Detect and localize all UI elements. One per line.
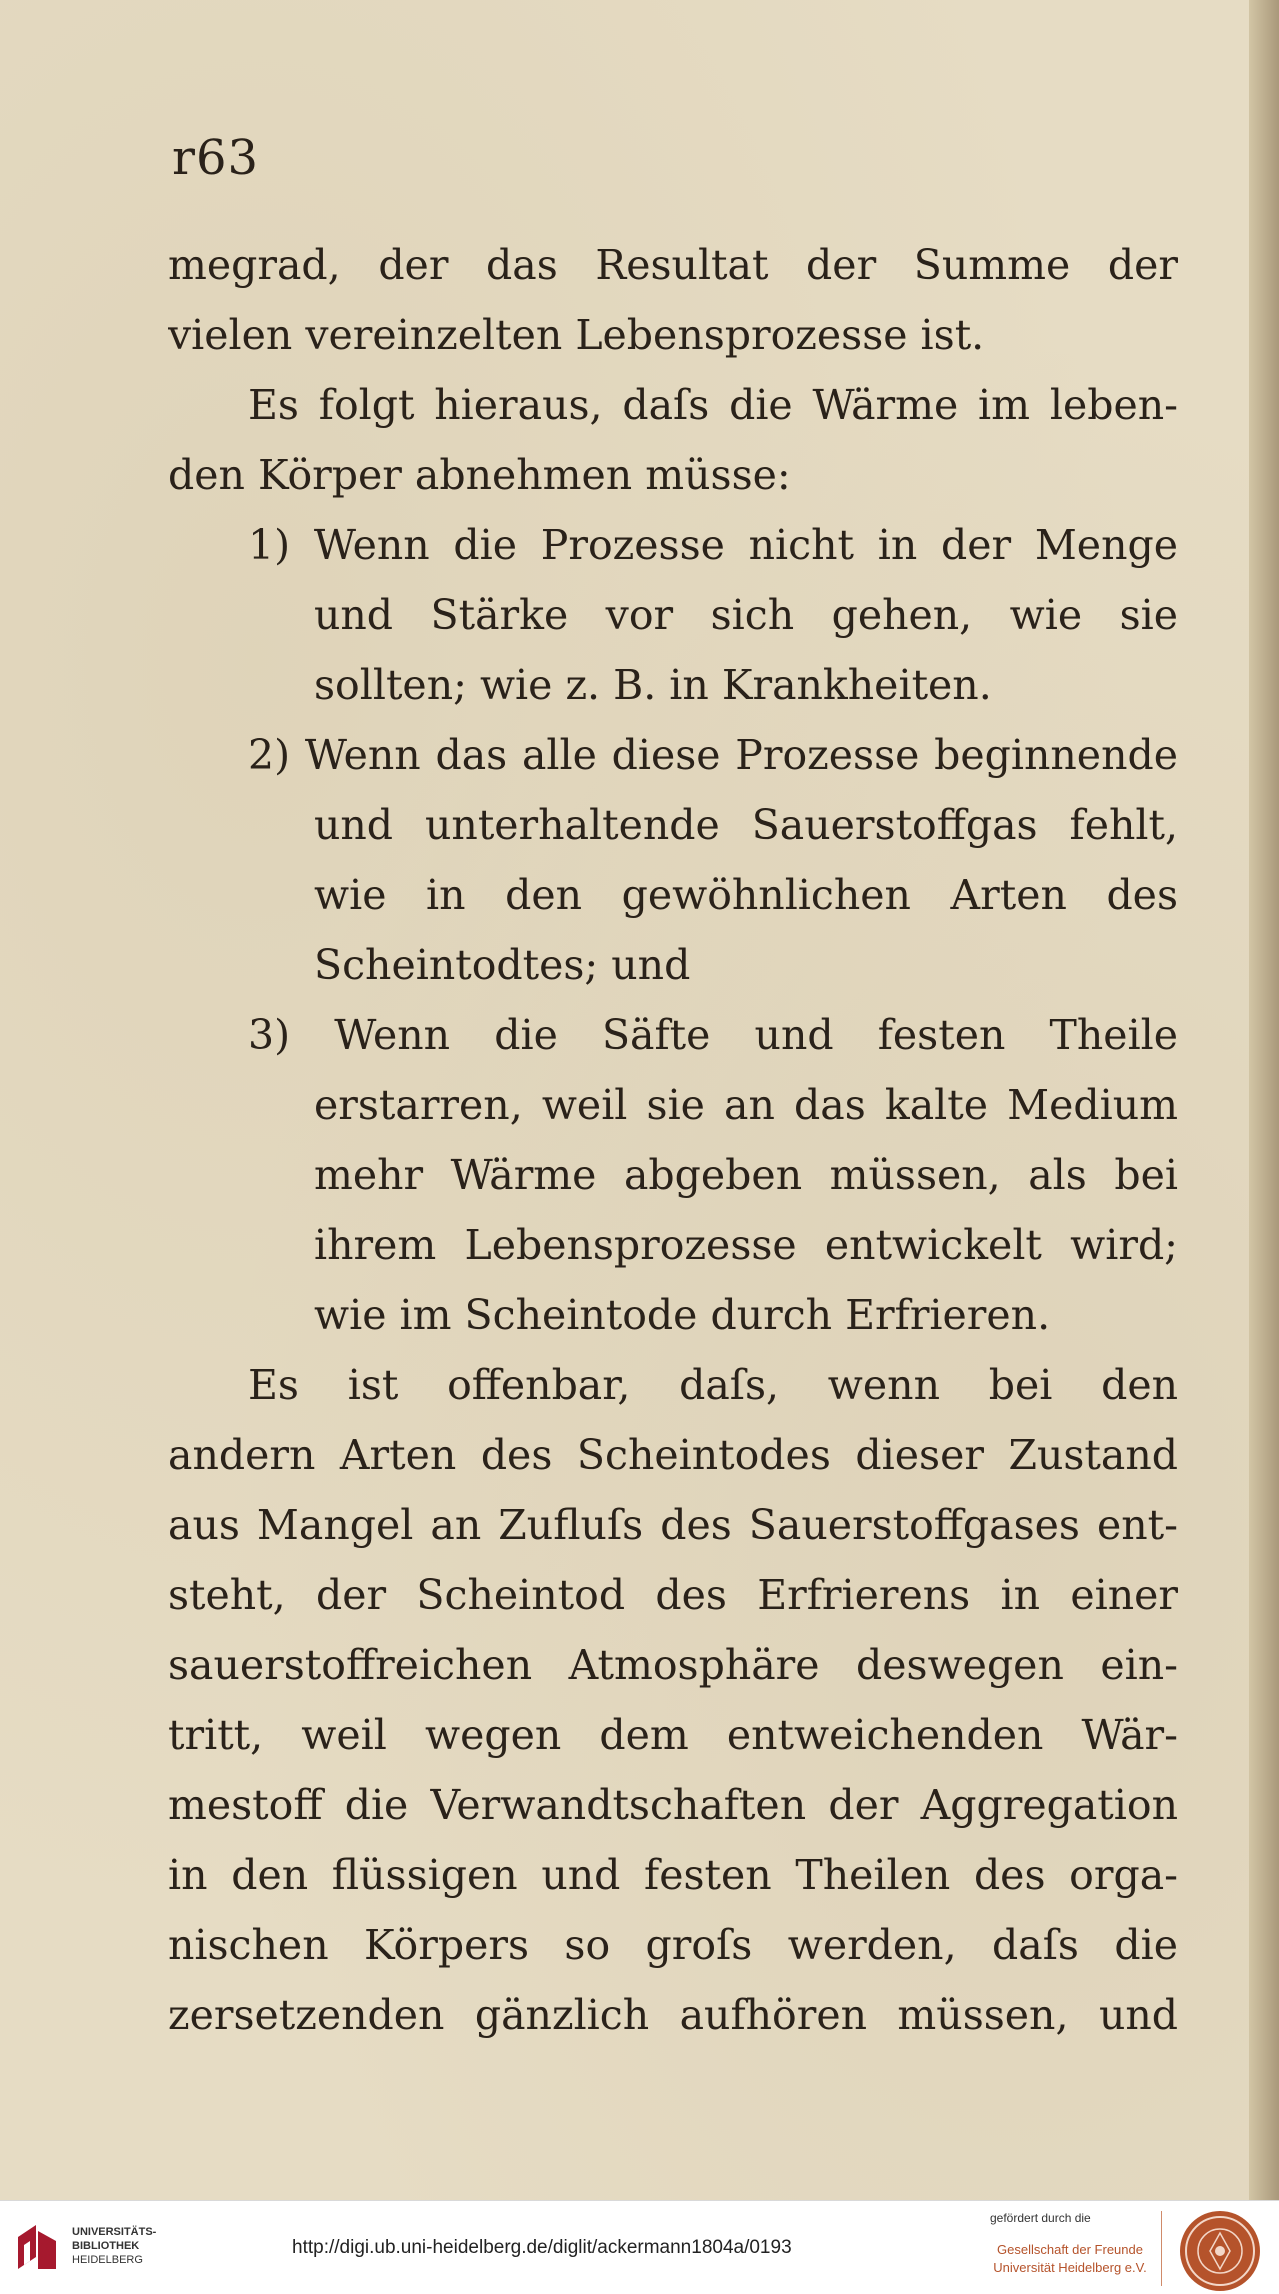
text-line: mehr Wärme abgeben müssen, als bei [314, 1151, 1178, 1199]
text-line: in den flüssigen und festen Theilen des orga- [168, 1851, 1178, 1899]
text-line: vielen vereinzelten Lebensprozesse ist. [168, 311, 985, 359]
text-line: 2) Wenn das alle diese Prozesse beginnende [248, 731, 1178, 779]
text-line: 1) Wenn die Prozesse nicht in der Menge [248, 521, 1178, 569]
text-line: den Körper abnehmen müsse: [168, 451, 791, 499]
text-line: 3) Wenn die Säfte und festen Theile [248, 1011, 1178, 1059]
sponsor-label: gefördert durch die [990, 2211, 1091, 2225]
text-line: sollten; wie z. B. in Krankheiten. [314, 661, 992, 709]
text-line: tritt, weil wegen dem entweichenden Wär- [168, 1711, 1178, 1759]
permalink[interactable]: http://digi.ub.uni-heidelberg.de/diglit/ackermann1804a/0193 [292, 2237, 792, 2258]
text-line: megrad, der das Resultat der Summe der [168, 241, 1178, 289]
viewer-footer [0, 2200, 1279, 2294]
text-line: Es ist offenbar, daſs, wenn bei den [248, 1361, 1178, 1409]
text-line: erstarren, weil sie an das kalte Medium [314, 1081, 1178, 1129]
text-line: zersetzenden gänzlich aufhören müssen, und [168, 1991, 1178, 2039]
text-line: ihrem Lebensprozesse entwickelt wird; [314, 1221, 1178, 1269]
university-seal-icon [1178, 2209, 1262, 2293]
ub-heidelberg-logo-icon[interactable] [14, 2221, 60, 2273]
page-edge [1249, 0, 1279, 2200]
library-name[interactable] [72, 2225, 156, 2267]
text-line: sauerstoffreichen Atmosphäre deswegen ein- [168, 1641, 1178, 1689]
text-line: andern Arten des Scheintodes dieser Zustand [168, 1431, 1178, 1479]
text-line: Es folgt hieraus, daſs die Wärme im leben- [248, 381, 1178, 429]
text-line: wie in den gewöhnlichen Arten des [314, 871, 1178, 919]
library-name-line: BIBLIOTHEK [72, 2240, 140, 2252]
sponsor-name-line: Universität Heidelberg e.V. [993, 2260, 1147, 2275]
sponsor-name[interactable] [990, 2241, 1150, 2277]
page-number: r63 [172, 130, 260, 186]
text-line: mestoff die Verwandtschaften der Aggregation [168, 1781, 1178, 1829]
text-line: Scheintodtes; und [314, 941, 691, 989]
text-line: aus Mangel an Zufluſs des Sauerstoffgases ent- [168, 1501, 1178, 1549]
text-line: und Stärke vor sich gehen, wie sie [314, 591, 1178, 639]
sponsor-name-line: Gesellschaft der Freunde [997, 2242, 1143, 2257]
text-line: nischen Körpers so groſs werden, daſs die [168, 1921, 1178, 1969]
text-line: wie im Scheintode durch Erfrieren. [314, 1291, 1051, 1339]
text-line: steht, der Scheintod des Erfrierens in einer [168, 1571, 1178, 1619]
sponsor-divider [1161, 2211, 1162, 2286]
library-name-line: HEIDELBERG [72, 2254, 143, 2266]
library-name-line: UNIVERSITÄTS- [72, 2226, 157, 2238]
text-line: und unterhaltende Sauerstoffgas fehlt, [314, 801, 1178, 849]
